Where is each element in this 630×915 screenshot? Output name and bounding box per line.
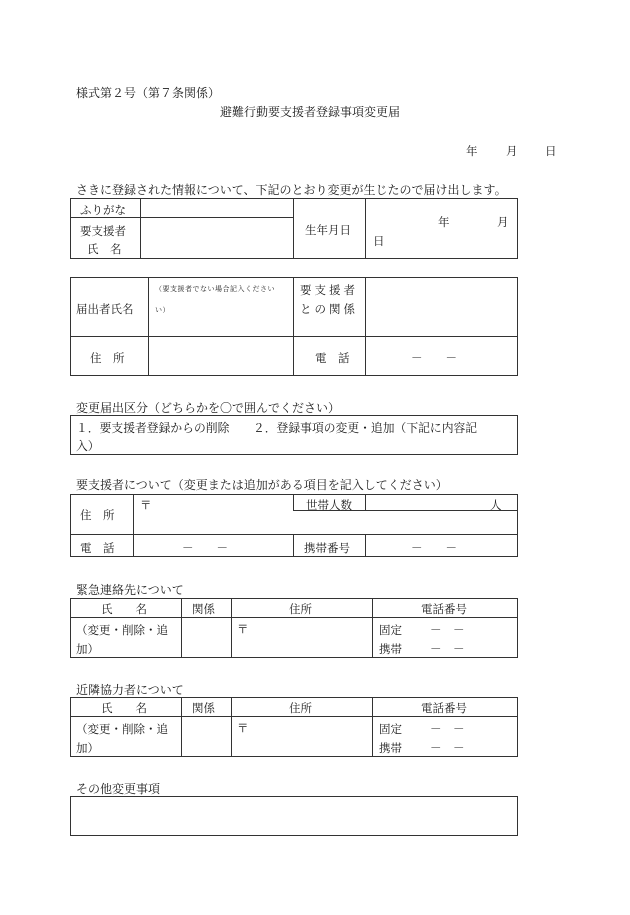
category-heading: 変更届出区分（どちらかを〇で囲んでください） (76, 401, 341, 415)
supported-heading: 要支援者について（変更または追加がある項目を記入してください） (76, 478, 448, 492)
neighbor-heading: 近隣協力者について (76, 683, 184, 697)
date-year: 年 (466, 144, 478, 158)
supported-postal-mark: 〒 (140, 498, 152, 512)
relation-label-1: 要支援者 (300, 283, 358, 297)
category-option-line-2[interactable]: 入） (76, 439, 100, 453)
birth-year: 年 (438, 215, 450, 229)
emergency-col-name: 氏 名 (101, 602, 147, 616)
emergency-name-note-2: 加） (76, 642, 99, 656)
relation-field[interactable] (367, 278, 517, 335)
supported-phone-value[interactable]: － － (182, 541, 228, 555)
emergency-mobile-value[interactable]: － － (430, 642, 465, 656)
form-title: 避難行動要支援者登録事項変更届 (220, 105, 401, 119)
relation-label-2: との関係 (300, 302, 358, 316)
neighbor-col-relation: 関係 (192, 701, 215, 715)
reporter-name-note-1: （要支援者でない場合記入ください (155, 285, 275, 293)
neighbor-name-note-2: 加） (76, 741, 99, 755)
emergency-col-address: 住所 (289, 602, 312, 616)
other-heading: その他変更事項 (76, 782, 161, 796)
name-label-1: 要支援者 (80, 224, 126, 238)
category-option-line-1[interactable]: １．要支援者登録からの削除 ２．登録事項の変更・追加（下記に内容記 (76, 421, 478, 435)
intro-text: さきに登録された情報について、下記のとおり変更が生じたので届け出します。 (76, 183, 507, 197)
form-number: 様式第２号（第７条関係） (76, 86, 221, 100)
date-month: 月 (506, 144, 518, 158)
household-field[interactable] (367, 495, 487, 509)
reporter-address-label: 住 所 (90, 351, 125, 365)
neighbor-col-name: 氏 名 (101, 701, 147, 715)
neighbor-address-field[interactable] (233, 718, 371, 756)
neighbor-mobile-value[interactable]: － － (430, 741, 465, 755)
emergency-fixed-value[interactable]: － － (430, 623, 465, 637)
neighbor-postal-mark: 〒 (237, 721, 249, 735)
neighbor-fixed-label: 固定 (379, 722, 402, 736)
emergency-postal-mark: 〒 (237, 622, 249, 636)
emergency-col-phone: 電話番号 (421, 602, 467, 616)
supported-address-label: 住 所 (80, 508, 115, 522)
other-field[interactable] (70, 796, 518, 836)
reporter-name-label: 届出者氏名 (76, 302, 134, 316)
supported-phone-label: 電 話 (80, 541, 115, 555)
birth-day: 日 (373, 234, 385, 248)
furigana-label: ふりがな (80, 203, 126, 217)
furigana-field[interactable] (142, 199, 292, 216)
emergency-fixed-label: 固定 (379, 623, 402, 637)
birth-field[interactable] (367, 199, 517, 257)
household-label: 世帯人数 (306, 498, 352, 512)
date-day: 日 (545, 144, 557, 158)
neighbor-fixed-value[interactable]: － － (430, 722, 465, 736)
reporter-address-field[interactable] (150, 337, 292, 375)
name-label-2: 氏 名 (87, 242, 122, 256)
birth-month: 月 (497, 215, 509, 229)
emergency-mobile-label: 携帯 (379, 642, 402, 656)
emergency-heading: 緊急連絡先について (76, 583, 184, 597)
emergency-address-field[interactable] (233, 619, 371, 657)
household-unit: 人 (490, 498, 502, 512)
emergency-name-note-1: （変更・削除・追 (76, 623, 168, 637)
neighbor-name-note-1: （変更・削除・追 (76, 722, 168, 736)
neighbor-relation-field[interactable] (183, 718, 230, 756)
neighbor-mobile-label: 携帯 (379, 741, 402, 755)
emergency-col-relation: 関係 (192, 602, 215, 616)
reporter-phone-label: 電 話 (315, 351, 350, 365)
birth-label: 生年月日 (305, 223, 351, 237)
neighbor-col-address: 住所 (289, 701, 312, 715)
emergency-relation-field[interactable] (183, 619, 230, 657)
reporter-phone-value[interactable]: － － (411, 351, 457, 365)
name-field[interactable] (142, 219, 292, 257)
reporter-name-note-2: い） (155, 306, 170, 314)
mobile-value[interactable]: － － (411, 541, 457, 555)
neighbor-col-phone: 電話番号 (421, 701, 467, 715)
mobile-label: 携帯番号 (304, 541, 350, 555)
reporter-name-field[interactable] (150, 278, 292, 335)
supported-address-field[interactable] (135, 495, 292, 533)
